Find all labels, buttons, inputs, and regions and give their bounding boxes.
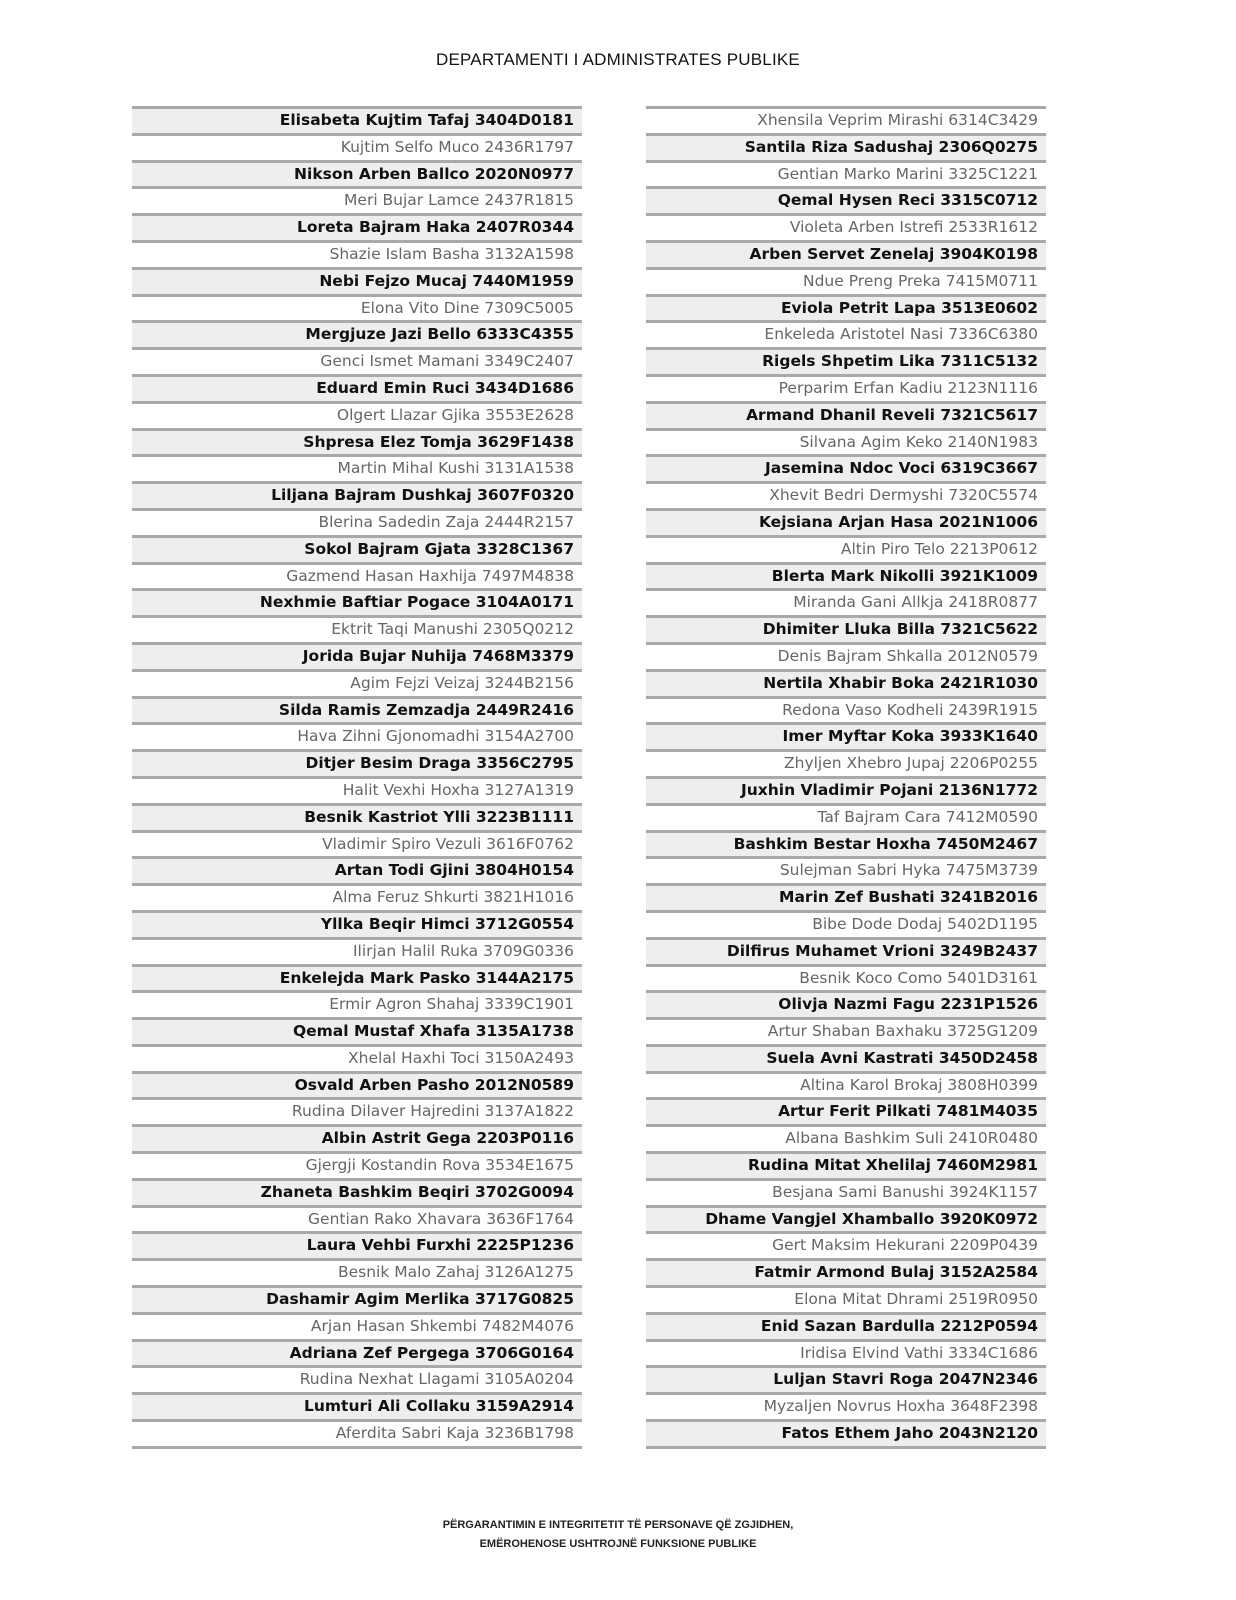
list-item: Fatos Ethem Jaho 2043N2120 xyxy=(646,1419,1046,1446)
list-item: Blerta Mark Nikolli 3921K1009 xyxy=(646,562,1046,589)
list-item: Laura Vehbi Furxhi 2225P1236 xyxy=(132,1231,582,1258)
footer-line-1: PËRGARANTIMIN E INTEGRITETIT TË PERSONAVE QË ZGJIDHEN, xyxy=(442,1519,794,1531)
list-item: Jorida Bujar Nuhija 7468M3379 xyxy=(132,642,582,669)
list-item: Dashamir Agim Merlika 3717G0825 xyxy=(132,1285,582,1312)
list-item: Eviola Petrit Lapa 3513E0602 xyxy=(646,294,1046,321)
list-item: Gazmend Hasan Haxhija 7497M4838 xyxy=(132,562,582,589)
list-item: Silvana Agim Keko 2140N1983 xyxy=(646,428,1046,455)
list-item: Gentian Rako Xhavara 3636F1764 xyxy=(132,1205,582,1232)
list-item: Arben Servet Zenelaj 3904K0198 xyxy=(646,240,1046,267)
list-item: Xhevit Bedri Dermyshi 7320C5574 xyxy=(646,481,1046,508)
list-item: Armand Dhanil Reveli 7321C5617 xyxy=(646,401,1046,428)
list-item: Shpresa Elez Tomja 3629F1438 xyxy=(132,428,582,455)
list-item: Denis Bajram Shkalla 2012N0579 xyxy=(646,642,1046,669)
list-item: Xhensila Veprim Mirashi 6314C3429 xyxy=(646,106,1046,133)
list-item: Luljan Stavri Roga 2047N2346 xyxy=(646,1365,1046,1392)
list-item: Liljana Bajram Dushkaj 3607F0320 xyxy=(132,481,582,508)
list-item: Agim Fejzi Veizaj 3244B2156 xyxy=(132,669,582,696)
list-item: Altina Karol Brokaj 3808H0399 xyxy=(646,1071,1046,1098)
list-item: Elona Mitat Dhrami 2519R0950 xyxy=(646,1285,1046,1312)
list-item: Enkeleda Aristotel Nasi 7336C6380 xyxy=(646,320,1046,347)
list-item: Imer Myftar Koka 3933K1640 xyxy=(646,722,1046,749)
list-item: Silda Ramis Zemzadja 2449R2416 xyxy=(132,696,582,723)
list-item: Suela Avni Kastrati 3450D2458 xyxy=(646,1044,1046,1071)
list-item: Myzaljen Novrus Hoxha 3648F2398 xyxy=(646,1392,1046,1419)
list-item: Kujtim Selfo Muco 2436R1797 xyxy=(132,133,582,160)
list-item: Besjana Sami Banushi 3924K1157 xyxy=(646,1178,1046,1205)
list-item: Xhelal Haxhi Toci 3150A2493 xyxy=(132,1044,582,1071)
list-item: Zhyljen Xhebro Jupaj 2206P0255 xyxy=(646,749,1046,776)
list-item: Rudina Dilaver Hajredini 3137A1822 xyxy=(132,1097,582,1124)
list-item: Zhaneta Bashkim Beqiri 3702G0094 xyxy=(132,1178,582,1205)
list-item: Juxhin Vladimir Pojani 2136N1772 xyxy=(646,776,1046,803)
list-item: Blerina Sadedin Zaja 2444R2157 xyxy=(132,508,582,535)
list-item: Bibe Dode Dodaj 5402D1195 xyxy=(646,910,1046,937)
list-item: Besnik Koco Como 5401D3161 xyxy=(646,964,1046,991)
list-item: Eduard Emin Ruci 3434D1686 xyxy=(132,374,582,401)
list-item: Shazie Islam Basha 3132A1598 xyxy=(132,240,582,267)
list-item: Sulejman Sabri Hyka 7475M3739 xyxy=(646,856,1046,883)
list-item: Olgert Llazar Gjika 3553E2628 xyxy=(132,401,582,428)
list-item: Altin Piro Telo 2213P0612 xyxy=(646,535,1046,562)
list-item: Gjergji Kostandin Rova 3534E1675 xyxy=(132,1151,582,1178)
list-item: Artur Ferit Pilkati 7481M4035 xyxy=(646,1097,1046,1124)
list-item: Rudina Nexhat Llagami 3105A0204 xyxy=(132,1365,582,1392)
list-item: Enkelejda Mark Pasko 3144A2175 xyxy=(132,964,582,991)
list-item: Nikson Arben Ballco 2020N0977 xyxy=(132,160,582,187)
list-item: Gentian Marko Marini 3325C1221 xyxy=(646,160,1046,187)
list-item: Besnik Kastriot Ylli 3223B1111 xyxy=(132,803,582,830)
list-item: Kejsiana Arjan Hasa 2021N1006 xyxy=(646,508,1046,535)
list-item: Dhame Vangjel Xhamballo 3920K0972 xyxy=(646,1205,1046,1232)
list-item: Ilirjan Halil Ruka 3709G0336 xyxy=(132,937,582,964)
list-item: Perparim Erfan Kadiu 2123N1116 xyxy=(646,374,1046,401)
list-item: Gert Maksim Hekurani 2209P0439 xyxy=(646,1231,1046,1258)
list-item: Albana Bashkim Suli 2410R0480 xyxy=(646,1124,1046,1151)
list-item: Nexhmie Baftiar Pogace 3104A0171 xyxy=(132,588,582,615)
list-item: Elona Vito Dine 7309C5005 xyxy=(132,294,582,321)
list-item: Loreta Bajram Haka 2407R0344 xyxy=(132,213,582,240)
list-item: Albin Astrit Gega 2203P0116 xyxy=(132,1124,582,1151)
list-item: Mergjuze Jazi Bello 6333C4355 xyxy=(132,320,582,347)
left-name-list xyxy=(132,106,582,1449)
list-item: Genci Ismet Mamani 3349C2407 xyxy=(132,347,582,374)
list-item: Lumturi Ali Collaku 3159A2914 xyxy=(132,1392,582,1419)
list-item: Redona Vaso Kodheli 2439R1915 xyxy=(646,696,1046,723)
list-item: Nebi Fejzo Mucaj 7440M1959 xyxy=(132,267,582,294)
list-item: Dhimiter Lluka Billa 7321C5622 xyxy=(646,615,1046,642)
list-item: Ditjer Besim Draga 3356C2795 xyxy=(132,749,582,776)
list-item: Bashkim Bestar Hoxha 7450M2467 xyxy=(646,830,1046,857)
list-item: Rudina Mitat Xhelilaj 7460M2981 xyxy=(646,1151,1046,1178)
list-item: Alma Feruz Shkurti 3821H1016 xyxy=(132,883,582,910)
list-item: Besnik Malo Zahaj 3126A1275 xyxy=(132,1258,582,1285)
list-item: Qemal Mustaf Xhafa 3135A1738 xyxy=(132,1017,582,1044)
list-item: Ektrit Taqi Manushi 2305Q0212 xyxy=(132,615,582,642)
list-item: Sokol Bajram Gjata 3328C1367 xyxy=(132,535,582,562)
list-item: Arjan Hasan Shkembi 7482M4076 xyxy=(132,1312,582,1339)
list-item: Elisabeta Kujtim Tafaj 3404D0181 xyxy=(132,106,582,133)
list-item: Dilfirus Muhamet Vrioni 3249B2437 xyxy=(646,937,1046,964)
list-item: Miranda Gani Allkja 2418R0877 xyxy=(646,588,1046,615)
list-item: Taf Bajram Cara 7412M0590 xyxy=(646,803,1046,830)
list-item: Enid Sazan Bardulla 2212P0594 xyxy=(646,1312,1046,1339)
list-item: Rigels Shpetim Lika 7311C5132 xyxy=(646,347,1046,374)
footer-line-2: EMËROHENOSE USHTROJNË FUNKSIONE PUBLIKE xyxy=(479,1538,757,1550)
list-item: Martin Mihal Kushi 3131A1538 xyxy=(132,454,582,481)
list-item: Santila Riza Sadushaj 2306Q0275 xyxy=(646,133,1046,160)
page-title: DEPARTAMENTI I ADMINISTRATES PUBLIKE xyxy=(436,50,800,69)
list-item: Artan Todi Gjini 3804H0154 xyxy=(132,856,582,883)
list-item: Ndue Preng Preka 7415M0711 xyxy=(646,267,1046,294)
list-item: Iridisa Elvind Vathi 3334C1686 xyxy=(646,1339,1046,1366)
list-item: Artur Shaban Baxhaku 3725G1209 xyxy=(646,1017,1046,1044)
list-item: Halit Vexhi Hoxha 3127A1319 xyxy=(132,776,582,803)
list-item: Marin Zef Bushati 3241B2016 xyxy=(646,883,1046,910)
list-item: Yllka Beqir Himci 3712G0554 xyxy=(132,910,582,937)
list-end-rule xyxy=(132,1446,582,1449)
list-item: Olivja Nazmi Fagu 2231P1526 xyxy=(646,990,1046,1017)
footer xyxy=(0,1516,1236,1554)
list-item: Meri Bujar Lamce 2437R1815 xyxy=(132,186,582,213)
list-item: Adriana Zef Pergega 3706G0164 xyxy=(132,1339,582,1366)
list-item: Vladimir Spiro Vezuli 3616F0762 xyxy=(132,830,582,857)
list-item: Osvald Arben Pasho 2012N0589 xyxy=(132,1071,582,1098)
list-item: Hava Zihni Gjonomadhi 3154A2700 xyxy=(132,722,582,749)
list-item: Nertila Xhabir Boka 2421R1030 xyxy=(646,669,1046,696)
list-item: Aferdita Sabri Kaja 3236B1798 xyxy=(132,1419,582,1446)
right-name-list xyxy=(646,106,1046,1449)
list-end-rule xyxy=(646,1446,1046,1449)
list-item: Violeta Arben Istrefi 2533R1612 xyxy=(646,213,1046,240)
list-item: Ermir Agron Shahaj 3339C1901 xyxy=(132,990,582,1017)
list-item: Fatmir Armond Bulaj 3152A2584 xyxy=(646,1258,1046,1285)
list-item: Qemal Hysen Reci 3315C0712 xyxy=(646,186,1046,213)
list-item: Jasemina Ndoc Voci 6319C3667 xyxy=(646,454,1046,481)
